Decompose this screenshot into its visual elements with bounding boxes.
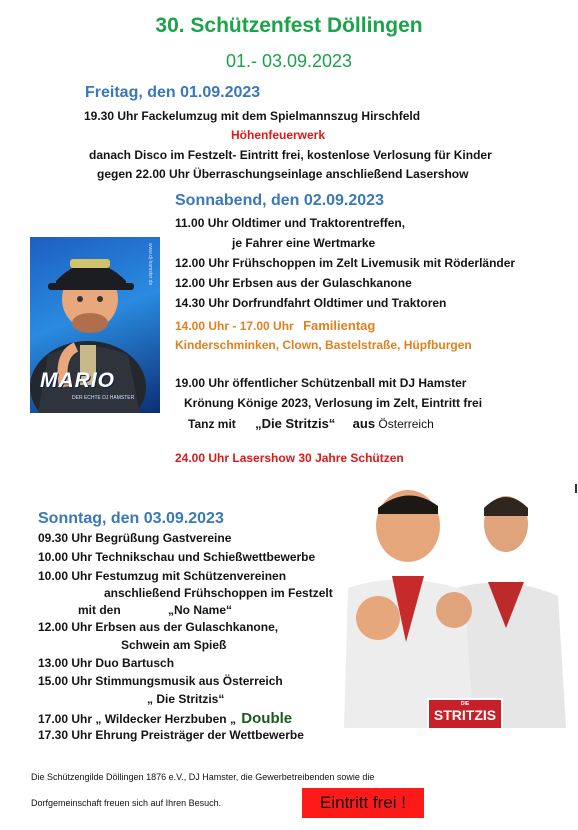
- friday-line-torchlight: 19.30 Uhr Fackelumzug mit dem Spielmannszug Hirschfeld: [84, 109, 421, 123]
- sunday-line-music: 15.00 Uhr Stimmungsmusik aus Österreich: [38, 674, 283, 688]
- family-time-range: 14.00 Uhr - 17.00 Uhr: [175, 319, 294, 333]
- sunday-line-awards: 17.30 Uhr Ehrung Preisträger der Wettbewerbe: [38, 728, 304, 742]
- dance-prefix: Tanz mit: [188, 417, 236, 431]
- edge-marker: [575, 484, 577, 493]
- sunday-line-pork: Schwein am Spieß: [121, 638, 227, 652]
- saturday-family-activities: Kinderschminken, Clown, Bastelstraße, Hüpfburgen: [175, 338, 472, 352]
- free-entry-badge: Eintritt frei !: [302, 788, 424, 818]
- wildecker-text: 17.00 Uhr „ Wildecker Herzbuben „: [38, 712, 236, 726]
- sunday-line-peas: 12.00 Uhr Erbsen aus der Gulaschkanone,: [38, 620, 279, 634]
- stritzis-logo-text: STRITZIS: [433, 707, 497, 723]
- footer-invitation: Dorfgemeinschaft freuen sich auf Ihren Besuch.: [31, 798, 222, 808]
- saturday-line-oldtimer: 11.00 Uhr Oldtimer und Traktorentreffen,: [175, 216, 406, 230]
- friday-heading: Freitag, den 01.09.2023: [85, 84, 261, 101]
- sunday-heading: Sonntag, den 03.09.2023: [38, 510, 224, 527]
- saturday-line-dance: [188, 416, 434, 431]
- mario-caption: MARIO: [40, 369, 115, 392]
- saturday-family-time: [175, 318, 375, 333]
- sunday-line-wildecker: [38, 710, 292, 727]
- event-dates: 01.- 03.09.2023: [225, 51, 353, 71]
- sunday-line-noname: [78, 603, 232, 617]
- noname-band: „No Name“: [168, 603, 233, 617]
- friday-line-surprise: gegen 22.00 Uhr Überraschungseinlage anschließend Lasershow: [97, 167, 469, 181]
- sunday-line-stritzis: „ Die Stritzis“: [147, 692, 225, 706]
- stritzis-illustration: [338, 478, 571, 728]
- double-label: Double: [241, 710, 293, 727]
- dj-hamster-photo: [30, 237, 160, 413]
- stritzis-logo: [427, 698, 503, 728]
- saturday-line-tour: 14.30 Uhr Dorfrundfahrt Oldtimer und Traktoren: [175, 296, 447, 310]
- saturday-line-peas: 12.00 Uhr Erbsen aus der Gulaschkanone: [175, 276, 412, 290]
- noname-prefix: mit den: [78, 603, 121, 617]
- mario-subcaption: DER ECHTE DJ HAMSTER: [72, 395, 135, 401]
- dance-from: aus: [352, 416, 376, 431]
- footer-organizers: Die Schützengilde Döllingen 1876 e.V., DJ Hamster, die Gewerbetreibenden sowie die: [31, 772, 375, 782]
- sunday-line-parade: 10.00 Uhr Festumzug mit Schützenvereinen: [38, 569, 287, 583]
- stritzis-photo: [338, 478, 571, 728]
- stritzis-logo-small: DIE: [460, 701, 470, 707]
- friday-line-disco: danach Disco im Festzelt- Eintritt frei, kostenlose Verlosung für Kinder: [89, 148, 492, 162]
- saturday-line-crowning: Krönung Könige 2023, Verlosung im Zelt, Eintritt frei: [184, 396, 483, 410]
- dance-band: „Die Stritzis“: [255, 416, 336, 431]
- dance-country: Österreich: [378, 417, 434, 431]
- sunday-line-welcome: 09.30 Uhr Begrüßung Gastvereine: [38, 531, 232, 545]
- mario-website: www.dj-hamster.de: [147, 243, 153, 286]
- sunday-line-shooting: 10.00 Uhr Technikschau und Schießwettbewerbe: [38, 550, 316, 564]
- saturday-heading: Sonnabend, den 02.09.2023: [175, 192, 384, 209]
- page-title: 30. Schützenfest Döllingen: [155, 14, 423, 37]
- friday-line-fireworks: Höhenfeuerwerk: [231, 128, 326, 142]
- sunday-line-duo: 13.00 Uhr Duo Bartusch: [38, 656, 175, 670]
- saturday-line-ball: 19.00 Uhr öffentlicher Schützenball mit DJ Hamster: [175, 376, 467, 390]
- saturday-line-token: je Fahrer eine Wertmarke: [232, 236, 376, 250]
- sunday-line-brunch: anschließend Frühschoppen im Festzelt: [104, 586, 333, 600]
- family-day-label: Familientag: [303, 318, 376, 333]
- saturday-line-lasershow: 24.00 Uhr Lasershow 30 Jahre Schützen: [175, 451, 404, 465]
- saturday-line-brunch: 12.00 Uhr Frühschoppen im Zelt Livemusik mit Röderländer: [175, 256, 516, 270]
